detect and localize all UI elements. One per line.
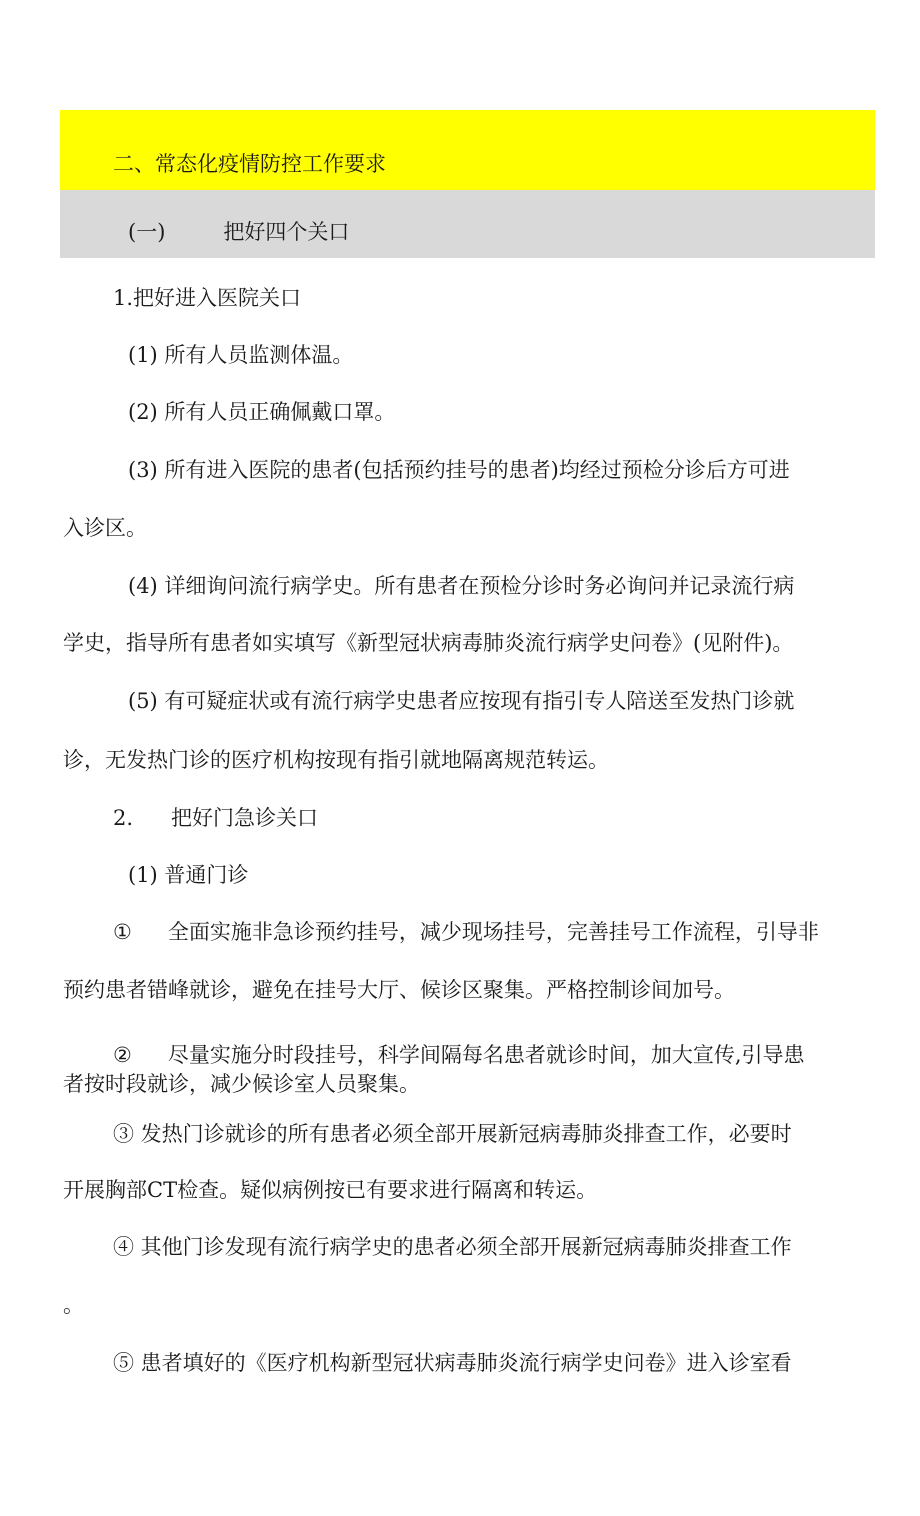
- paragraph-1-5-line-1: (5) 有可疑症状或有流行病学史患者应按现有指引专人陪送至发热门诊就: [128, 689, 795, 713]
- paragraph-1-4-line-2: 学史，指导所有患者如实填写《新型冠状病毒肺炎流行病学史问卷》(见附件)。: [63, 631, 794, 655]
- circled-item-4-line-2: 。: [63, 1293, 84, 1317]
- heading-title: 二、常态化疫情防控工作要求: [113, 152, 386, 176]
- circled-item-2-text: 尽量实施分时段挂号，科学间隔每名患者就诊时间，加大宣传,引导患: [167, 1043, 805, 1067]
- paragraph-1-2: (2) 所有人员正确佩戴口罩。: [128, 400, 396, 424]
- paragraph-2: [113, 804, 318, 832]
- circled-item-2-line-2: 者按时段就诊，减少候诊室人员聚集。: [63, 1072, 420, 1096]
- circled-item-3-line-2: 开展胸部CT检查。疑似病例按已有要求进行隔离和转运。: [63, 1178, 598, 1202]
- circled-item-4-line-1: ④ 其他门诊发现有流行病学史的患者必须全部开展新冠病毒肺炎排查工作: [113, 1235, 792, 1259]
- paragraph-1-3-line-1: (3) 所有进入医院的患者(包括预约挂号的患者)均经过预检分诊后方可进: [128, 458, 790, 482]
- paragraph-2-number: 2.: [113, 806, 134, 830]
- paragraph-1-3-line-2: 入诊区。: [63, 516, 147, 540]
- circled-item-1-line-1: [113, 918, 819, 946]
- paragraph-1: 1.把好进入医院关口: [113, 286, 302, 310]
- circled-item-3-line-1: ③ 发热门诊就诊的所有患者必须全部开展新冠病毒肺炎排查工作，必要时: [113, 1122, 792, 1146]
- circled-item-1-line-2: 预约患者错峰就诊，避免在挂号大厅、候诊区聚集。严格控制诊间加号。: [63, 978, 735, 1002]
- paragraph-1-4-line-1: (4) 详细询问流行病学史。所有患者在预检分诊时务必询问并记录流行病: [128, 574, 795, 598]
- subheading: [128, 218, 349, 246]
- paragraph-1-5-line-2: 诊，无发热门诊的医疗机构按现有指引就地隔离规范转运。: [63, 748, 609, 772]
- circled-item-1-text: 全面实施非急诊预约挂号，减少现场挂号，完善挂号工作流程，引导非: [167, 920, 819, 944]
- circled-item-5-line-1: ⑤ 患者填好的《医疗机构新型冠状病毒肺炎流行病学史问卷》进入诊室看: [113, 1351, 792, 1375]
- circled-number-1: ①: [113, 920, 132, 944]
- circled-number-2: ②: [113, 1043, 132, 1067]
- circled-item-2-line-1: [113, 1041, 805, 1069]
- paragraph-1-1: (1) 所有人员监测体温。: [128, 343, 354, 367]
- section-number: (一): [128, 220, 166, 244]
- paragraph-2-1: (1) 普通门诊: [128, 863, 249, 887]
- paragraph-2-text: 把好门急诊关口: [171, 806, 319, 830]
- section-title: 把好四个关口: [223, 220, 350, 244]
